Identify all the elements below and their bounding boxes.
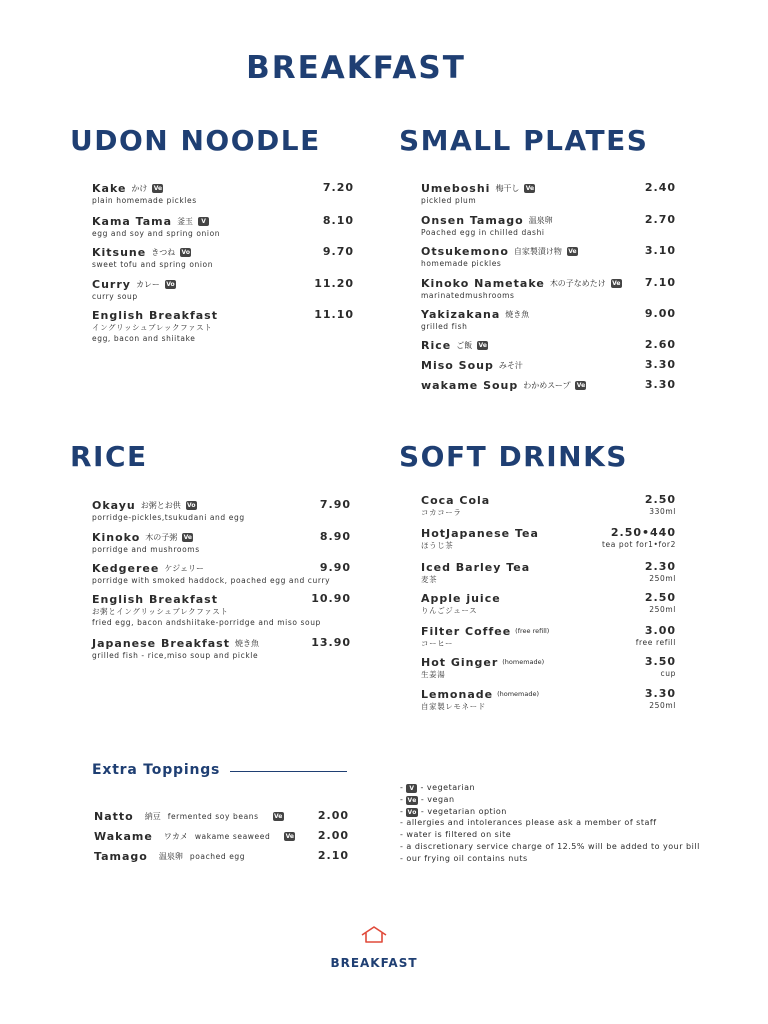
item-japanese: わかめスープ xyxy=(523,380,571,390)
item-price: 2.50•440 xyxy=(610,526,676,539)
item-japanese: きつね xyxy=(151,247,176,257)
item-name: HotJapanese Tea xyxy=(421,526,539,540)
topping-item xyxy=(94,829,349,849)
section-title-udon: UDON NOODLE xyxy=(70,124,321,157)
item-name: Tamago xyxy=(94,849,148,863)
menu-item xyxy=(421,591,676,624)
menu-item xyxy=(92,636,351,666)
item-name: Iced Barley Tea xyxy=(421,560,531,574)
item-name: Curry xyxy=(92,277,131,291)
item-price: 11.10 xyxy=(314,308,354,321)
item-japanese: 自家製漬け物 xyxy=(513,246,562,256)
vegetarian-option-badge: Vo xyxy=(187,501,196,509)
item-price: 3.00 xyxy=(644,624,676,637)
item-japanese: ケジェリー xyxy=(164,563,205,573)
item-price: 3.30 xyxy=(644,687,676,700)
item-size: tea pot for1•for2 xyxy=(601,540,676,549)
page-title: BREAKFAST xyxy=(246,50,466,86)
item-price: 3.10 xyxy=(644,244,676,257)
item-name: Kinoko xyxy=(92,530,141,544)
item-japanese: 梅干し xyxy=(495,183,520,193)
item-japanese: 生姜湯 xyxy=(421,670,446,679)
item-price: 8.10 xyxy=(322,214,354,227)
item-price: 2.50 xyxy=(644,591,676,604)
item-price: 2.00 xyxy=(317,829,349,842)
section-title-small-plates: SMALL PLATES xyxy=(399,124,649,157)
item-name: English Breakfast xyxy=(92,592,218,606)
menu-item xyxy=(92,530,351,561)
item-price: 9.90 xyxy=(319,561,351,574)
vegan-badge: Ve xyxy=(153,184,163,192)
item-name: English Breakfast xyxy=(92,308,218,322)
legend-vegetarian: - V - vegetarian xyxy=(400,783,476,792)
item-size: 250ml xyxy=(649,701,676,710)
item-name: Wakame xyxy=(94,829,153,843)
item-name: Rice xyxy=(421,338,452,352)
menu-item xyxy=(92,561,351,592)
item-name: Japanese Breakfast xyxy=(92,636,230,650)
item-name: Okayu xyxy=(92,498,136,512)
item-size: 250ml xyxy=(649,574,676,583)
item-price: 13.90 xyxy=(311,636,351,649)
udon-menu xyxy=(92,181,354,348)
vegan-badge: Ve xyxy=(407,796,417,804)
rice-menu xyxy=(92,498,351,666)
item-japanese: カレー xyxy=(135,279,160,289)
item-price: 3.30 xyxy=(644,358,676,371)
item-price: 3.30 xyxy=(644,378,676,391)
item-description: porridge-pickles,tsukudani and egg xyxy=(92,513,245,522)
menu-item xyxy=(92,592,351,636)
item-price: 2.40 xyxy=(644,181,676,194)
legend-vegetarian-option: - Vo - vegetarian option xyxy=(400,806,507,816)
item-japanese: みそ汁 xyxy=(498,360,523,370)
section-title-rice: RICE xyxy=(70,440,148,473)
menu-item xyxy=(421,307,676,338)
dietary-notes xyxy=(400,782,700,865)
item-name: Kitsune xyxy=(92,245,147,259)
vegan-badge: Ve xyxy=(568,247,577,255)
extra-toppings-title: Extra Toppings xyxy=(92,762,221,778)
item-price: 3.50 xyxy=(644,655,676,668)
item-description: curry soup xyxy=(92,292,138,301)
item-name: Miso Soup xyxy=(421,358,494,372)
item-note: (homemade) xyxy=(502,658,545,666)
item-japanese: 焼き魚 xyxy=(505,309,530,319)
item-description: fermented soy beans xyxy=(167,811,259,821)
title-divider xyxy=(230,771,347,772)
item-japanese: りんごジュース xyxy=(421,606,478,615)
menu-item xyxy=(421,526,676,560)
item-price: 7.90 xyxy=(319,498,351,511)
item-size: 330ml xyxy=(649,507,676,516)
item-price: 2.00 xyxy=(317,809,349,822)
section-title-soft-drinks: SOFT DRINKS xyxy=(399,440,628,473)
item-description: porridge and mushrooms xyxy=(92,545,200,554)
menu-item xyxy=(92,277,354,308)
menu-item xyxy=(92,181,354,214)
menu-item xyxy=(421,213,676,244)
note-line: - a discretionary service charge of 12.5% will be added to your bill xyxy=(400,841,700,851)
item-description: homemade pickles xyxy=(421,259,502,268)
item-name: wakame Soup xyxy=(421,378,519,392)
vegan-badge: Ve xyxy=(612,279,621,287)
vegan-badge: Ve xyxy=(273,812,283,820)
item-price: 9.00 xyxy=(644,307,676,320)
item-name: Umeboshi xyxy=(421,181,491,195)
item-note: (free refill) xyxy=(515,627,550,635)
item-price: 2.70 xyxy=(644,213,676,226)
house-icon xyxy=(361,926,387,944)
item-japanese: ワカメ xyxy=(163,831,188,841)
item-price: 2.10 xyxy=(317,849,349,862)
item-description: fried egg, bacon andshiitake-porridge and miso soup xyxy=(92,618,321,627)
vegetarian-option-badge: Vo xyxy=(407,808,417,816)
item-price: 2.50 xyxy=(644,493,676,506)
item-name: Filter Coffee xyxy=(421,624,512,638)
item-description: egg, bacon and shiitake xyxy=(92,334,196,343)
item-description: Poached egg in chilled dashi xyxy=(421,228,545,237)
item-name: Kama Tama xyxy=(92,214,173,228)
item-japanese: 納豆 xyxy=(144,811,161,821)
item-japanese: かけ xyxy=(131,183,148,193)
item-japanese: コカコーラ xyxy=(421,508,462,517)
item-japanese: 温泉卵 xyxy=(528,215,553,225)
item-description: marinatedmushrooms xyxy=(421,291,515,300)
soft-drinks-menu xyxy=(421,493,676,717)
item-japanese: 釜玉 xyxy=(177,216,194,226)
item-price: 2.30 xyxy=(644,560,676,573)
topping-item xyxy=(94,809,349,829)
item-name: Kedgeree xyxy=(92,561,160,575)
item-japanese: 木の子粥 xyxy=(145,532,178,542)
item-description: poached egg xyxy=(189,851,246,861)
item-name: Natto xyxy=(94,809,134,823)
legend-text: - vegetarian option xyxy=(420,806,507,816)
item-description: plain homemade pickles xyxy=(92,196,197,205)
menu-item xyxy=(421,358,676,378)
item-price: 2.60 xyxy=(644,338,676,351)
item-name: Kinoko Nametake xyxy=(421,276,545,290)
item-name: Kake xyxy=(92,181,127,195)
item-name: Lemonade xyxy=(421,687,494,701)
item-price: 7.20 xyxy=(322,181,354,194)
menu-item xyxy=(92,245,354,277)
item-description: pickled plum xyxy=(421,196,477,205)
menu-item xyxy=(421,493,676,526)
menu-item xyxy=(421,624,676,655)
item-description: grilled fish - rice,miso soup and pickle xyxy=(92,651,259,660)
item-price: 7.10 xyxy=(644,276,676,289)
note-line: - allergies and intolerances please ask a member of staff xyxy=(400,818,657,828)
menu-item xyxy=(421,181,676,213)
legend-text: - vegetarian xyxy=(420,783,476,792)
item-size: free refill xyxy=(635,638,676,647)
item-japanese: お粥とお供 xyxy=(140,500,181,510)
item-description: wakame seaweed xyxy=(194,831,271,841)
vegan-badge: Ve xyxy=(183,533,192,541)
item-japanese: ほうじ茶 xyxy=(421,541,454,550)
item-name: Otsukemono xyxy=(421,244,509,258)
footer-title: BREAKFAST xyxy=(330,956,418,970)
vegan-badge: Ve xyxy=(525,184,535,192)
menu-item xyxy=(421,244,676,276)
item-description: sweet tofu and spring onion xyxy=(92,260,214,269)
item-name: Onsen Tamago xyxy=(421,213,524,227)
item-price: 9.70 xyxy=(322,245,354,258)
small-plates-menu xyxy=(421,181,676,398)
item-description: porridge with smoked haddock, poached egg and curry xyxy=(92,576,331,585)
extra-toppings-list xyxy=(94,809,349,869)
item-japanese: お粥とイングリッシュブレクファスト xyxy=(92,607,229,616)
item-japanese: コーヒー xyxy=(421,639,454,648)
item-price: 8.90 xyxy=(319,530,351,543)
vegetarian-option-badge: Vo xyxy=(166,280,175,288)
topping-item xyxy=(94,849,349,869)
note-line: - water is filtered on site xyxy=(400,830,512,840)
item-japanese: ご飯 xyxy=(456,340,473,350)
item-japanese: 自家製レモネード xyxy=(421,702,486,711)
menu-item xyxy=(421,338,676,358)
item-name: Hot Ginger xyxy=(421,655,499,669)
note-line: - our frying oil contains nuts xyxy=(400,853,528,863)
menu-item xyxy=(92,214,354,245)
menu-item xyxy=(92,498,351,530)
item-price: 11.20 xyxy=(314,277,354,290)
item-note: (homemade) xyxy=(497,690,540,698)
item-name: Apple juice xyxy=(421,591,501,605)
menu-item xyxy=(421,276,676,307)
item-description: grilled fish xyxy=(421,322,468,331)
item-japanese: 麦茶 xyxy=(421,575,438,584)
menu-item xyxy=(421,655,676,687)
menu-item xyxy=(92,308,354,348)
vegetarian-option-badge: Vo xyxy=(181,248,190,256)
vegan-badge: Ve xyxy=(478,341,487,349)
item-size: 250ml xyxy=(649,605,676,614)
item-japanese: 焼き魚 xyxy=(234,638,259,648)
vegan-badge: Ve xyxy=(285,832,294,840)
vegetarian-badge: V xyxy=(406,784,417,793)
vegetarian-badge: V xyxy=(198,217,209,226)
item-japanese: 温泉卵 xyxy=(158,851,183,861)
menu-item xyxy=(421,560,676,591)
item-japanese: イングリッシュブレックファスト xyxy=(92,323,213,332)
item-description: egg and soy and spring onion xyxy=(92,229,221,238)
vegan-badge: Ve xyxy=(576,381,586,389)
legend-text: - vegan xyxy=(420,794,455,804)
item-name: Yakizakana xyxy=(421,307,501,321)
item-japanese: 木の子なめたけ xyxy=(549,278,606,288)
menu-item xyxy=(421,378,676,398)
legend-vegan: - Ve - vegan xyxy=(400,794,455,804)
menu-item xyxy=(421,687,676,717)
item-price: 10.90 xyxy=(311,592,351,605)
item-size: cup xyxy=(660,669,676,678)
item-name: Coca Cola xyxy=(421,493,491,507)
